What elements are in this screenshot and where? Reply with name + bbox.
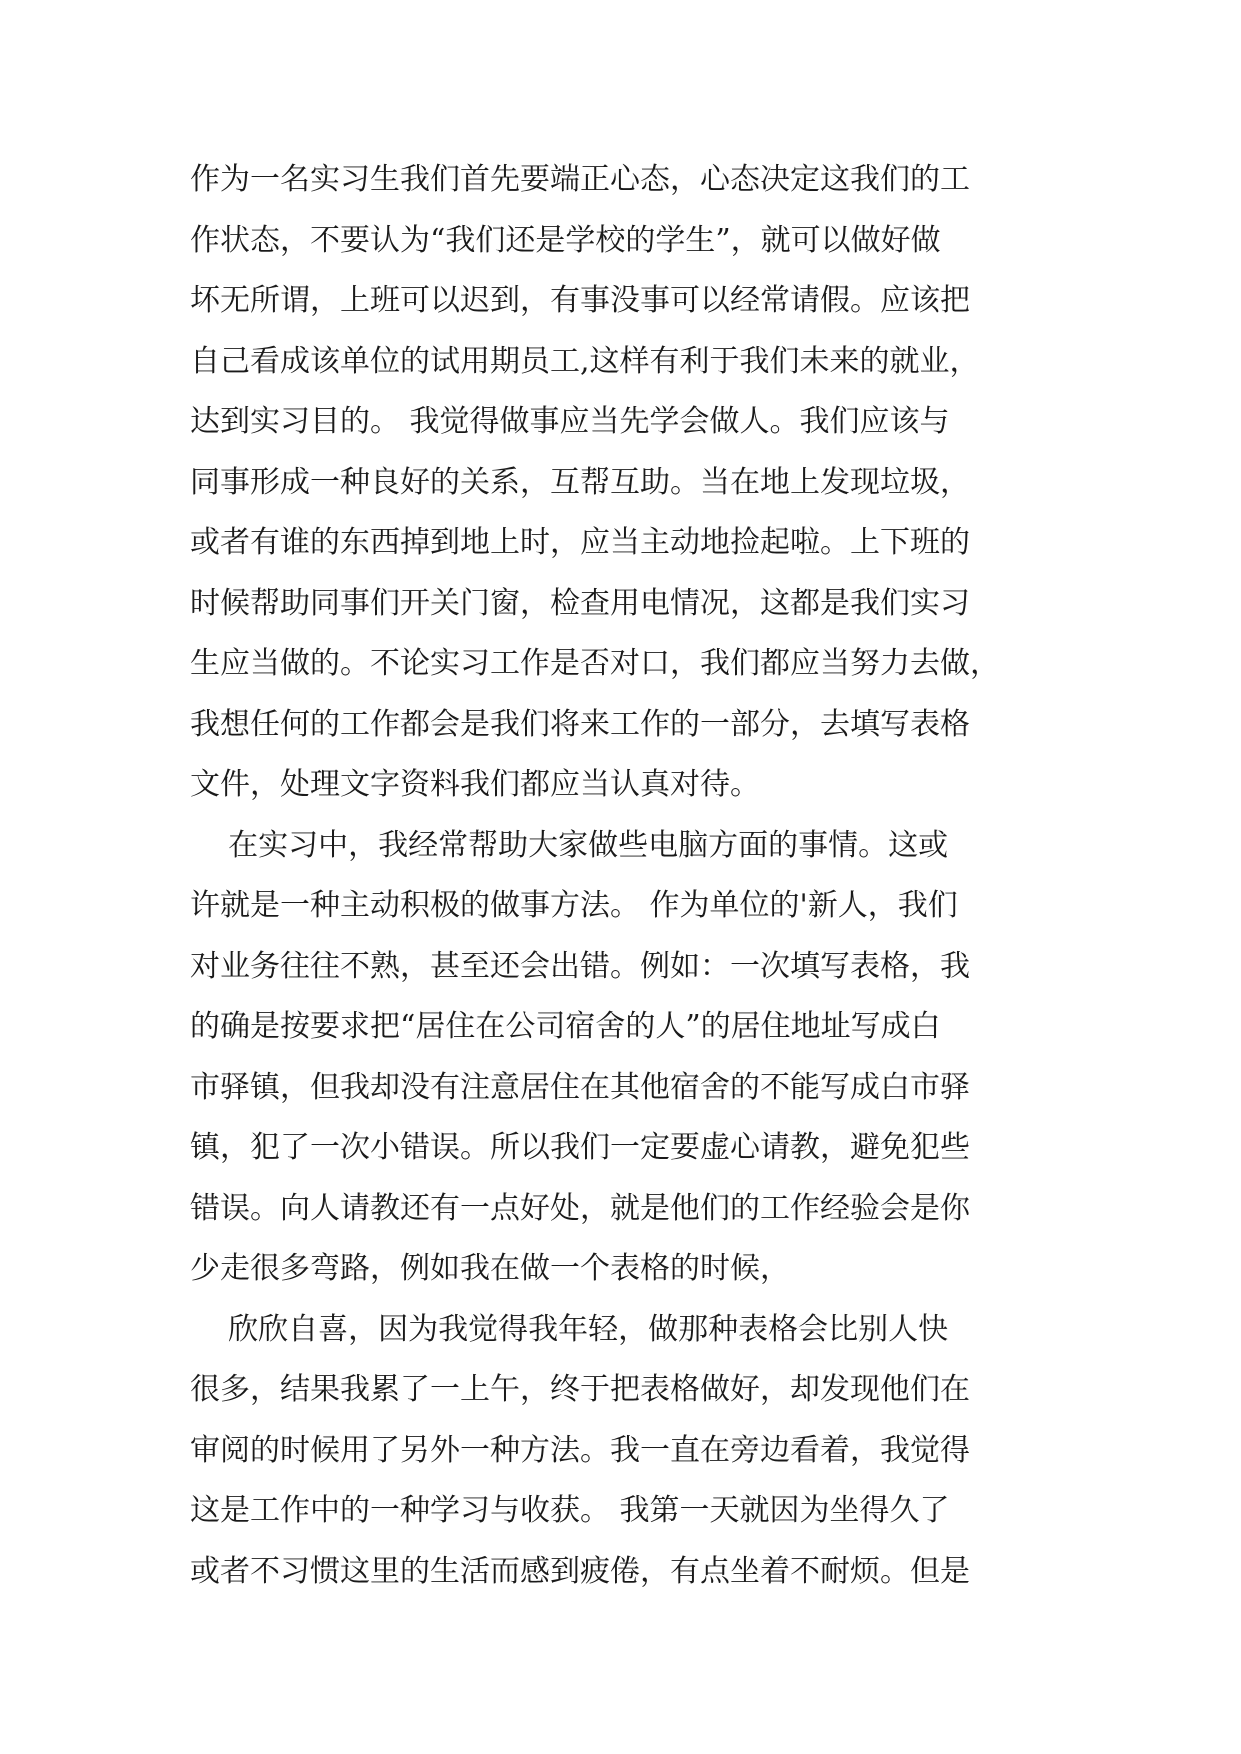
text-line: 同事形成一种良好的关系，互帮互助。当在地上发现垃圾， xyxy=(190,464,970,500)
text-line: 这是工作中的一种学习与收获。 我第一天就因为坐得久了 xyxy=(190,1493,950,1528)
text-line: 审阅的时候用了另外一种方法。我一直在旁边看着，我觉得 xyxy=(190,1432,970,1468)
text-line: 文件，处理文字资料我们都应当认真对待。 xyxy=(190,767,760,802)
text-line: 欣欣自喜，因为我觉得我年轻，做那种表格会比别人快 xyxy=(190,1311,949,1347)
text-line: 许就是一种主动积极的做事方法。 作为单位的'新人，我们 xyxy=(190,888,958,923)
text-line: 时候帮助同事们开关门窗，检查用电情况，这都是我们实习 xyxy=(190,585,970,621)
text-line: 少走很多弯路，例如我在做一个表格的时候， xyxy=(190,1251,790,1286)
text-line: 镇，犯了一次小错误。所以我们一定要虚心请教，避免犯些 xyxy=(190,1130,970,1165)
text-line: 对业务往往不熟，甚至还会出错。例如：一次填写表格，我 xyxy=(190,948,970,984)
text-line: 错误。向人请教还有一点好处，就是他们的工作经验会是你 xyxy=(190,1190,970,1226)
text-line: 达到实习目的。 我觉得做事应当先学会做人。我们应该与 xyxy=(190,404,950,439)
text-line: 生应当做的。不论实习工作是否对口，我们都应当努力去做， xyxy=(190,646,1000,681)
text-line: 或者有谁的东西掉到地上时，应当主动地捡起啦。上下班的 xyxy=(190,525,970,560)
text-line: 很多，结果我累了一上午，终于把表格做好，却发现他们在 xyxy=(190,1372,970,1407)
text-line: 作状态，不要认为“我们还是学校的学生”，就可以做好做 xyxy=(190,222,941,258)
text-line: 的确是按要求把“居住在公司宿舍的人”的居住地址写成白 xyxy=(190,1009,941,1044)
text-line: 市驿镇，但我却没有注意居住在其他宿舍的不能写成白市驿 xyxy=(190,1069,970,1105)
text-line: 或者不习惯这里的生活而感到疲倦，有点坐着不耐烦。但是 xyxy=(190,1553,970,1589)
text-line: 在实习中，我经常帮助大家做些电脑方面的事情。这或 xyxy=(190,827,949,863)
text-line: 自己看成该单位的试用期员工,这样有利于我们未来的就业， xyxy=(190,343,980,379)
text-line: 坏无所谓，上班可以迟到，有事没事可以经常请假。应该把 xyxy=(190,283,970,318)
body-text xyxy=(190,150,1070,1602)
text-line: 我想任何的工作都会是我们将来工作的一部分，去填写表格 xyxy=(190,706,970,742)
text-line: 作为一名实习生我们首先要端正心态，心态决定这我们的工 xyxy=(190,162,970,197)
